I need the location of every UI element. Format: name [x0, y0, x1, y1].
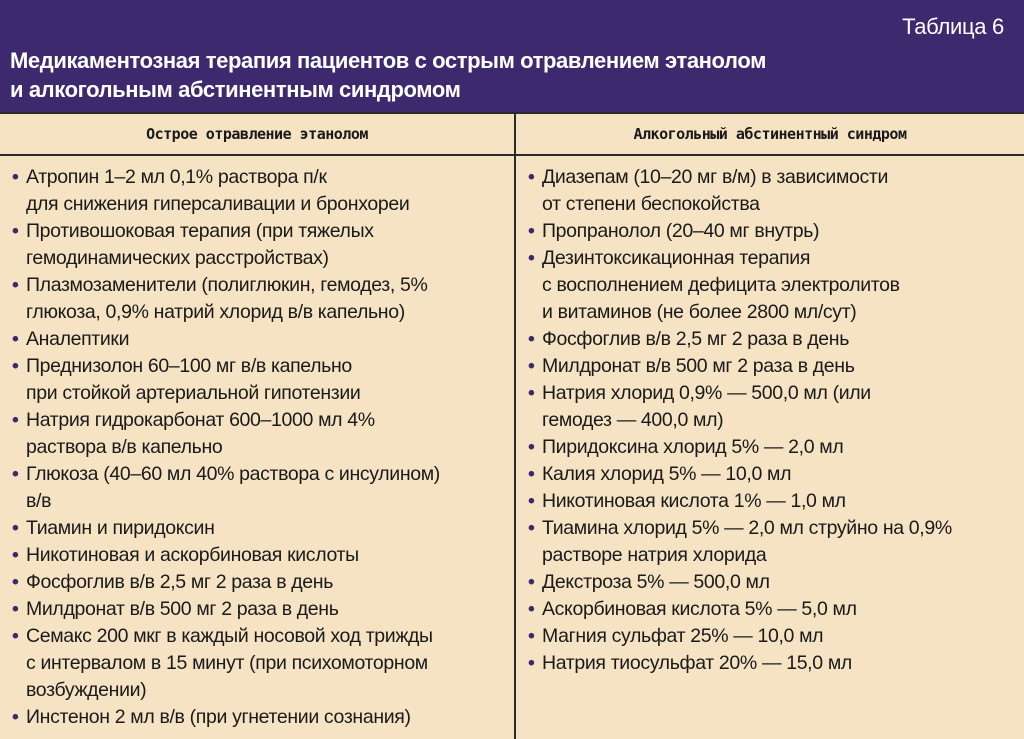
list-item-text: и витаминов (не более 2800 мл/сут)	[542, 301, 857, 323]
list-item-text: гемодинамических расстройствах)	[26, 247, 329, 269]
list-item-text: Никотиновая и аскорбиновая кислоты	[26, 544, 359, 566]
list-item	[10, 542, 510, 569]
list-item	[10, 623, 510, 704]
table-title-line: и алкогольным абстинентным синдромом	[10, 77, 461, 102]
list-item	[526, 164, 1016, 218]
list-item-text: Инстенон 2 мл в/в (при угнетении сознания)	[26, 706, 411, 728]
list-item-text: для снижения гиперсаливации и бронхореи	[26, 193, 410, 215]
list-item	[10, 326, 510, 353]
list-item-text: Плазмозаменители (полиглюкин, гемодез, 5%	[26, 274, 428, 296]
list-item-text: Глюкоза (40–60 мл 40% раствора с инсулином)	[26, 463, 440, 485]
bullet-icon: •	[528, 598, 535, 620]
column-header-withdrawal-syndrome: Алкогольный абстинентный синдром	[633, 125, 907, 143]
list-item-text: Диазепам (10–20 мг в/м) в зависимости	[542, 166, 889, 188]
list-item-text: Тиамин и пиридоксин	[26, 517, 215, 539]
list-item	[526, 380, 1016, 434]
list-item	[526, 488, 1016, 515]
list-item-text: гемодез — 400,0 мл)	[542, 409, 724, 431]
bullet-icon: •	[12, 625, 19, 647]
bullet-icon: •	[528, 166, 535, 188]
list-item-text: Фосфоглив в/в 2,5 мг 2 раза в день	[542, 328, 850, 350]
list-item	[10, 569, 510, 596]
list-item	[10, 272, 510, 326]
list-item-text: Дезинтоксикационная терапия	[542, 247, 811, 269]
table-header-banner	[0, 0, 1024, 112]
bullet-icon: •	[12, 598, 19, 620]
list-item-text: Милдронат в/в 500 мг 2 раза в день	[542, 355, 855, 377]
bullet-icon: •	[528, 247, 535, 269]
bullet-icon: •	[528, 220, 535, 242]
list-item	[10, 164, 510, 218]
list-item-text: в/в	[26, 490, 52, 512]
list-item-text: при стойкой артериальной гипотензии	[26, 382, 361, 404]
list-item	[10, 704, 510, 731]
list-item-text: с восполнением дефицита электролитов	[542, 274, 900, 296]
bullet-icon: •	[12, 463, 19, 485]
list-item-text: возбуждении)	[26, 679, 147, 701]
list-item-text: раствора в/в капельно	[26, 436, 223, 458]
bullet-icon: •	[528, 652, 535, 674]
list-item-text: Милдронат в/в 500 мг 2 раза в день	[26, 598, 339, 620]
bullet-icon: •	[12, 355, 19, 377]
list-item	[526, 596, 1016, 623]
list-item-text: глюкоза, 0,9% натрий хлорид в/в капельно)	[26, 301, 405, 323]
list-item	[526, 569, 1016, 596]
bullet-icon: •	[528, 571, 535, 593]
list-item	[526, 623, 1016, 650]
list-item	[10, 218, 510, 272]
list-item	[526, 650, 1016, 677]
bullet-icon: •	[528, 463, 535, 485]
list-item-text: от степени беспокойства	[542, 193, 760, 215]
bullet-icon: •	[12, 166, 19, 188]
list-item	[526, 245, 1016, 326]
therapy-table	[0, 112, 1024, 737]
list-item-text: Натрия тиосульфат 20% — 15,0 мл	[542, 652, 852, 674]
table-number: Таблица 6	[902, 14, 1004, 39]
list-item	[526, 515, 1016, 569]
list-item-text: растворе натрия хлорида	[542, 544, 767, 566]
column-divider	[514, 114, 516, 739]
withdrawal-syndrome-list	[526, 164, 1016, 677]
bullet-icon: •	[12, 706, 19, 728]
list-item-text: Никотиновая кислота 1% — 1,0 мл	[542, 490, 846, 512]
bullet-icon: •	[12, 544, 19, 566]
list-item	[526, 461, 1016, 488]
bullet-icon: •	[12, 274, 19, 296]
column-header-acute-poisoning: Острое отравление этанолом	[146, 125, 368, 143]
list-item-text: Пиридоксина хлорид 5% — 2,0 мл	[542, 436, 844, 458]
list-item-text: Натрия хлорид 0,9% — 500,0 мл (или	[542, 382, 871, 404]
bullet-icon: •	[528, 436, 535, 458]
list-item-text: Натрия гидрокарбонат 600–1000 мл 4%	[26, 409, 375, 431]
column-header-row	[0, 114, 1024, 156]
list-item-text: Калия хлорид 5% — 10,0 мл	[542, 463, 792, 485]
bullet-icon: •	[12, 328, 19, 350]
list-item-text: Семакс 200 мкг в каждый носовой ход трижды	[26, 625, 433, 647]
list-item-text: Тиамина хлорид 5% — 2,0 мл струйно на 0,9%	[542, 517, 952, 539]
bullet-icon: •	[528, 355, 535, 377]
list-item-text: Пропранолол (20–40 мг внутрь)	[542, 220, 820, 242]
list-item-text: Аскорбиновая кислота 5% — 5,0 мл	[542, 598, 857, 620]
bullet-icon: •	[528, 517, 535, 539]
bullet-icon: •	[12, 517, 19, 539]
bullet-icon: •	[528, 625, 535, 647]
list-item	[10, 407, 510, 461]
list-item	[526, 353, 1016, 380]
bullet-icon: •	[528, 382, 535, 404]
acute-poisoning-list	[10, 164, 510, 731]
list-item	[526, 218, 1016, 245]
list-item	[526, 326, 1016, 353]
list-item-text: Противошоковая терапия (при тяжелых	[26, 220, 374, 242]
bullet-icon: •	[12, 220, 19, 242]
list-item	[10, 461, 510, 515]
table-title	[10, 46, 766, 104]
list-item-text: Фосфоглив в/в 2,5 мг 2 раза в день	[26, 571, 334, 593]
bullet-icon: •	[528, 328, 535, 350]
list-item-text: Преднизолон 60–100 мг в/в капельно	[26, 355, 352, 377]
list-item	[10, 596, 510, 623]
bullet-icon: •	[12, 571, 19, 593]
table-title-line: Медикаментозная терапия пациентов с острым отравлением этанолом	[10, 48, 766, 73]
list-item	[526, 434, 1016, 461]
list-item-text: Декстроза 5% — 500,0 мл	[542, 571, 770, 593]
list-item-text: Атропин 1–2 мл 0,1% раствора п/к	[26, 166, 327, 188]
list-item-text: Аналептики	[26, 328, 130, 350]
list-item	[10, 353, 510, 407]
bullet-icon: •	[12, 409, 19, 431]
list-item-text: с интервалом в 15 минут (при психомоторном	[26, 652, 428, 674]
list-item	[10, 515, 510, 542]
bullet-icon: •	[528, 490, 535, 512]
list-item-text: Магния сульфат 25% — 10,0 мл	[542, 625, 824, 647]
